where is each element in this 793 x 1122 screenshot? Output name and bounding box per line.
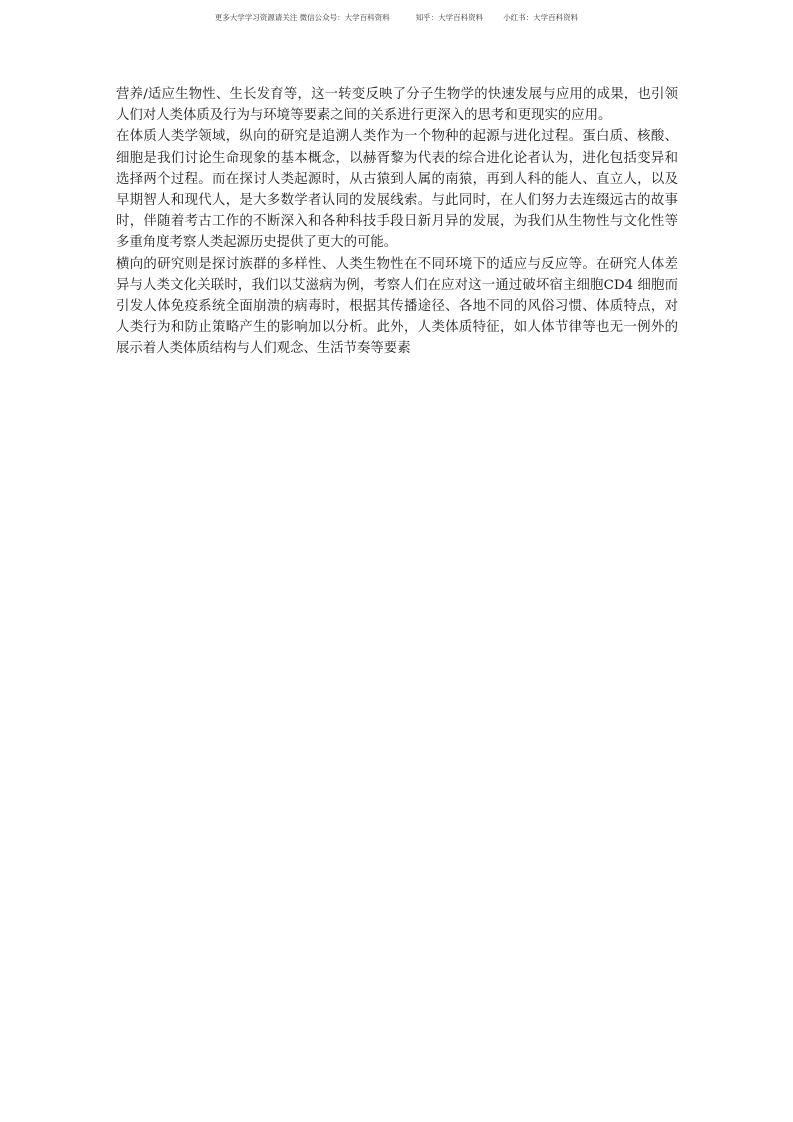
paragraph: 在体质人类学领域，纵向的研究是追溯人类作为一个物种的起源与进化过程。蛋白质、核酸、细胞是我们讨论生命现象的基本概念，以赫胥黎为代表的综合进化论者认为，进化包括变异和选择两个过程。而在探讨人类起源时，从古猿到人属的南猿，再到人科的能人、直立人，以及早期智人和现代人，是大多数学者认同的发展线索。与此同时，在人们努力去连缀远古的故事时，伴随着考古工作的不断深入和各种科技手段日新月异的发展，为我们从生物性与文化性等多重角度考察人类起源历史提供了更大的可能。 [116,129,678,251]
header-promo: 更多大学学习资源请关注 微信公众号：大学百科资料 [214,13,390,22]
paragraph: 营养/适应生物性、生长发育等，这一转变反映了分子生物学的快速发展与应用的成果，也引领人们对人类体质及行为与环境等要素之间的关系进行更深入的思考和更现实的应用。 [116,87,678,124]
header-zhihu: 知乎：大学百科资料 [415,13,484,22]
page-header [0,12,793,24]
paragraph: 横向的研究则是探讨族群的多样性、人类生物性在不同环境下的适应与反应等。在研究人体差异与人类文化关联时，我们以艾滋病为例，考察人们在应对这一通过破坏宿主细胞CD4 细胞而引发人体免疫系统全面崩溃的病毒时，根据其传播途径、各地不同的风俗习惯、体质特点，对人类行为和防止策略产生的影响加以分析。此外，人类体质特征，如人体节律等也无一例外的展示着人类体质结构与人们观念、生活节奏等要素 [116,256,678,357]
document-body [116,84,678,360]
header-xiaohongshu: 小红书：大学百科资料 [503,13,579,22]
